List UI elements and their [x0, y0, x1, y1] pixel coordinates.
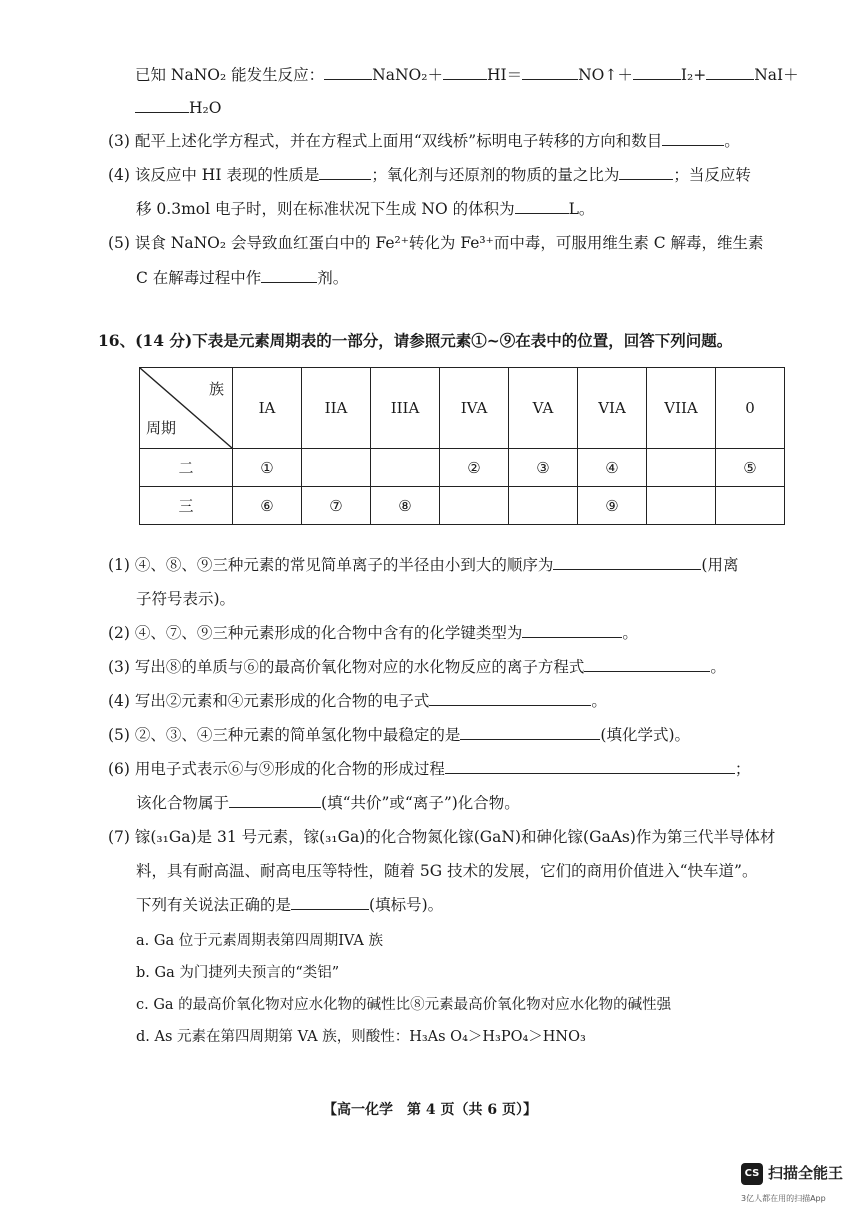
reaction-term-1: NaNO₂＋ — [372, 66, 443, 84]
coef-blank-1[interactable] — [324, 65, 372, 80]
q15-part4-text-b: ；氧化剂与还原剂的物质的量之比为 — [371, 166, 620, 184]
q16-part2-text: (2) ④、⑦、⑨三种元素形成的化合物中含有的化学键类型为 — [108, 624, 523, 642]
q16-part3 — [108, 656, 726, 678]
coef-blank-4[interactable] — [633, 65, 681, 80]
q16-part6-cont — [136, 792, 520, 814]
table-cell: ⑧ — [371, 487, 440, 525]
q15-part5-text-c: 剂。 — [317, 269, 349, 287]
reaction-term-4: I₂+ — [680, 66, 707, 84]
q15-part4-text-a: (4) 该反应中 HI 表现的性质是 — [108, 166, 320, 184]
q16-part1-text-a: (1) ④、⑧、⑨三种元素的常见简单离子的半径由小到大的顺序为 — [108, 556, 554, 574]
q16-part5-text: (5) ②、③、④三种元素的简单氢化物中最稳定的是 — [108, 726, 461, 744]
q16-part7: (7) 镓(₃₁Ga)是 31 号元素，镓(₃₁Ga)的化合物氮化镓(GaN)和砷化镓(GaAs)作为第三代半导体材 — [108, 828, 776, 846]
q15-part4-blank-3[interactable] — [515, 199, 569, 214]
table-cell: ⑥ — [233, 487, 302, 525]
period-label: 三 — [140, 487, 233, 525]
coef-blank-6[interactable] — [135, 98, 189, 113]
q15-part3-end: 。 — [724, 132, 740, 150]
q16-part5-blank[interactable] — [460, 725, 600, 740]
group-header: IA — [233, 368, 302, 449]
q16-part6-text: (6) 用电子式表示⑥与⑨形成的化合物的形成过程 — [108, 760, 445, 778]
q15-part5-text-b: C 在解毒过程中作 — [136, 269, 262, 287]
table-cell — [440, 487, 509, 525]
page-footer: 【高一化学 第 4 页（共 6 页）】 — [323, 1102, 537, 1118]
q16-part5 — [108, 724, 690, 746]
q16-part1-blank[interactable] — [553, 555, 701, 570]
q16-part2-end: 。 — [622, 624, 638, 642]
coef-blank-2[interactable] — [443, 65, 487, 80]
q15-part5-cont — [136, 267, 348, 289]
q16-title: 16、(14 分)下表是元素周期表的一部分，请参照元素①~⑨在表中的位置，回答下列问题。 — [98, 331, 733, 350]
q16-part6 — [108, 758, 750, 780]
table-cell: ③ — [509, 449, 578, 487]
camscanner-logo-icon: CS — [741, 1163, 763, 1185]
q15-part5 — [108, 232, 764, 254]
table-row — [140, 487, 785, 525]
coef-blank-3[interactable] — [522, 65, 578, 80]
reaction-term-3: NO↑＋ — [578, 66, 633, 84]
table-cell — [509, 487, 578, 525]
option-b: b. Ga 为门捷列夫预言的“类铝” — [136, 965, 340, 981]
q16-part6-end: ； — [734, 760, 751, 778]
q16-part1-cont: 子符号表示)。 — [136, 590, 236, 608]
table-corner-cell — [140, 368, 233, 449]
table-cell — [647, 449, 716, 487]
q16-part3-text: (3) 写出⑧的单质与⑥的最高价氧化物对应的水化物反应的离子方程式 — [108, 658, 585, 676]
q16-part6-blank-1[interactable] — [445, 759, 735, 774]
reaction-term-2: HI＝ — [486, 66, 523, 84]
option-a: a. Ga 位于元素周期表第四周期IVA 族 — [136, 933, 383, 949]
q15-part4-text-c: ；当反应转 — [673, 166, 751, 184]
table-cell: ② — [440, 449, 509, 487]
q15-part4-blank-1[interactable] — [319, 165, 371, 180]
table-cell — [716, 487, 785, 525]
group-header: 0 — [716, 368, 785, 449]
header-period-label: 周期 — [146, 419, 177, 437]
group-header: IIA — [302, 368, 371, 449]
table-cell: ① — [233, 449, 302, 487]
q15-part4-text-e: L。 — [568, 200, 595, 218]
table-cell — [647, 487, 716, 525]
q16-part3-blank[interactable] — [584, 657, 710, 672]
q15-part5-blank[interactable] — [261, 268, 317, 283]
q16-part7-b: 料，具有耐高温、耐高电压等特性，随着 5G 技术的发展，它们的商用价值进入“快车道”。 — [136, 862, 758, 880]
q16-part6-text-d: (填“共价”或“离子”)化合物。 — [321, 794, 520, 812]
q16-part4-end: 。 — [591, 692, 607, 710]
scanner-app-name: 扫描全能王 — [768, 1164, 844, 1182]
q16-part3-end: 。 — [710, 658, 726, 676]
q15-part3-text: (3) 配平上述化学方程式，并在方程式上面用“双线桥”标明电子转移的方向和数目 — [108, 132, 663, 150]
table-cell — [302, 449, 371, 487]
q15-part5-text-a: (5) 误食 NaNO₂ 会导致血红蛋白中的 Fe²⁺转化为 Fe³⁺而中毒，可服用维生素 C 解毒，维生素 — [108, 234, 764, 252]
option-d: d. As 元素在第四周期第 VA 族，则酸性：H₃As O₄＞H₃PO₄＞HNO₃ — [136, 1029, 586, 1045]
coef-blank-5[interactable] — [706, 65, 754, 80]
period-label: 二 — [140, 449, 233, 487]
group-header: VIA — [578, 368, 647, 449]
q16-part4 — [108, 690, 607, 712]
table-cell: ④ — [578, 449, 647, 487]
table-row — [140, 449, 785, 487]
q16-part5-end: (填化学式)。 — [600, 726, 690, 744]
group-header: VA — [509, 368, 578, 449]
q15-part4 — [108, 164, 751, 186]
reaction-prefix: 已知 NaNO₂ 能发生反应： — [135, 66, 325, 84]
reaction-line-2 — [135, 97, 221, 119]
group-header: IIIA — [371, 368, 440, 449]
scanner-tagline: 3亿人都在用的扫描App — [741, 1194, 826, 1203]
q16-part7-c — [136, 894, 443, 916]
q16-part1 — [108, 554, 738, 576]
option-c: c. Ga 的最高价氧化物对应水化物的碱性比⑧元素最高价氧化物对应水化物的碱性强 — [136, 997, 672, 1013]
q16-part4-blank[interactable] — [429, 691, 591, 706]
table-cell: ⑨ — [578, 487, 647, 525]
header-group-label: 族 — [208, 380, 224, 398]
group-header: IVA — [440, 368, 509, 449]
group-header: VIIA — [647, 368, 716, 449]
q15-part3-blank[interactable] — [662, 131, 724, 146]
q16-part2-blank[interactable] — [522, 623, 622, 638]
q15-part3 — [108, 130, 740, 152]
table-cell — [371, 449, 440, 487]
q15-part4-text-d: 移 0.3mol 电子时，则在标准状况下生成 NO 的体积为 — [136, 200, 515, 218]
q16-part7-text-d: (填标号)。 — [369, 896, 444, 914]
q16-part6-blank-2[interactable] — [229, 793, 321, 808]
q15-part4-blank-2[interactable] — [619, 165, 673, 180]
reaction-term-6: H₂O — [189, 99, 222, 117]
q16-part2 — [108, 622, 638, 644]
q15-part4-cont — [136, 198, 594, 220]
table-header-row — [140, 368, 785, 449]
q16-part7-blank[interactable] — [291, 895, 369, 910]
periodic-table — [139, 367, 785, 525]
q16-part6-text-c: 该化合物属于 — [136, 794, 230, 812]
reaction-term-5: NaI＋ — [754, 66, 799, 84]
reaction-line — [135, 64, 799, 86]
table-cell: ⑦ — [302, 487, 371, 525]
q16-part1-text-b: (用离 — [701, 556, 739, 574]
table-cell: ⑤ — [716, 449, 785, 487]
q16-part4-text: (4) 写出②元素和④元素形成的化合物的电子式 — [108, 692, 430, 710]
q16-part7-text-c: 下列有关说法正确的是 — [136, 896, 292, 914]
